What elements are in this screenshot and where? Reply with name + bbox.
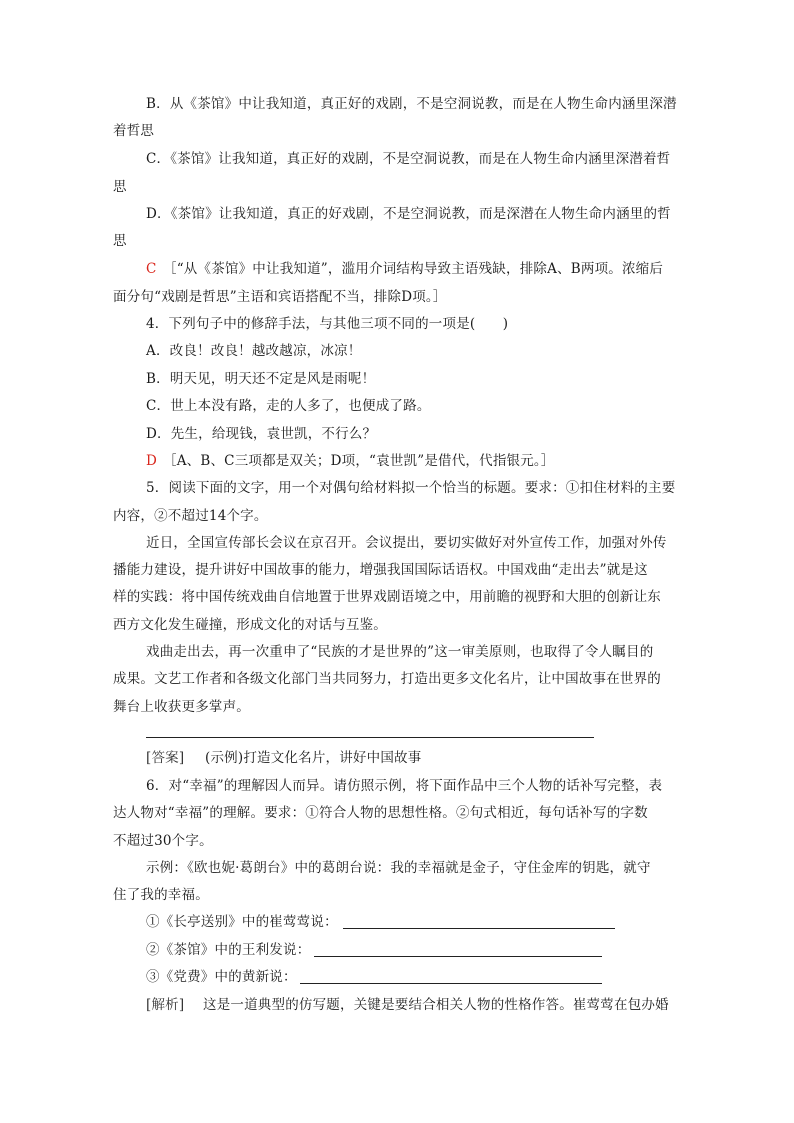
q6-item-1-blank[interactable] bbox=[343, 928, 615, 929]
q6-item-2-blank[interactable] bbox=[314, 956, 602, 957]
q3-answer-letter: C bbox=[146, 261, 157, 277]
q5-answer-blank-line bbox=[146, 737, 594, 738]
q5-answer-tag: [答案] bbox=[146, 750, 185, 766]
q6-analysis-tag: [解析] bbox=[146, 997, 185, 1013]
q6-item-3-blank[interactable] bbox=[300, 983, 602, 984]
q4-answer-letter: D bbox=[146, 453, 158, 469]
document-page: B．从《茶馆》中让我知道，真正好的戏剧，不是空洞说教，而是在人物生命内涵里深潜 着哲思 C．《茶馆》让我知道，真正好的戏剧，不是空洞说教，而是在人物生命内涵里深潜着哲 思 D．《茶馆》让我知道，真正的好戏剧，不是空洞说教，而是深潜在人物生命内涵里的哲 思 C ［“从《茶馆》中让我知道”，滥用介词结构导致主语残缺，排除A、B两项。浓缩后 面分句“戏剧是哲思”主语和宾语搭配不当，排除D项。］ 4．下列句子中的修辞手法，与其他三项不同的一项是( ) A．改良！改良！越改越凉，冰凉！ B．明天见，明天还不定是风是雨呢！ C．世上本没有路，走的人多了，也便成了路。 D．先生，给现钱，袁世凯，不行么？ D ［A、B、C三项都是双关；D项，“袁世凯”是借代，代指银元。］ 5．阅读下面的文字，用一个对偶句给材料拟一个恰当的标题。要求：①扣住材料的主要 内容，②不超过14个字。 近日，全国宣传部长会议在京召开。会议提出，要切实做好对外宣传工作，加强对外传 播能力建设，提升讲好中国故事的能力，增强我国国际话语权。中国戏曲“走出去”就是这 样的实践：将中国传统戏曲自信地置于世界戏剧语境之中，用前瞻的视野和大胆的创新让东 西方文化发生碰撞，形成文化的对话与互鉴。 戏曲走出去，再一次重申了“民族的才是世界的”这一审美原则，也取得了令人瞩目的 成果。文艺工作者和各级文化部门当共同努力，打造出更多文化名片，让中国故事在世界的 舞台上收获更多掌声。 [答案] (示例)打造文化名片，讲好中国故事 6．对“幸福”的理解因人而异。请仿照示例，将下面作品中三个人物的话补写完整，表 达人物对“幸福”的理解。要求：①符合人物的思想性格。②句式相近，每句话补写的字数 不超过30个字。 示例：《欧也妮·葛朗台》中的葛朗台说：我的幸福就是金子，守住金库的钥匙，就守 住了我的幸福。 ①《长亭送别》中的崔莺莺说： ②《茶馆》中的王利发说： ③《党费》中的黄新说： [解析] 这是一道典型的仿写题，关键是要结合相关人物的性格作答。崔莺莺在包办婚 bbox=[113, 96, 677, 1013]
